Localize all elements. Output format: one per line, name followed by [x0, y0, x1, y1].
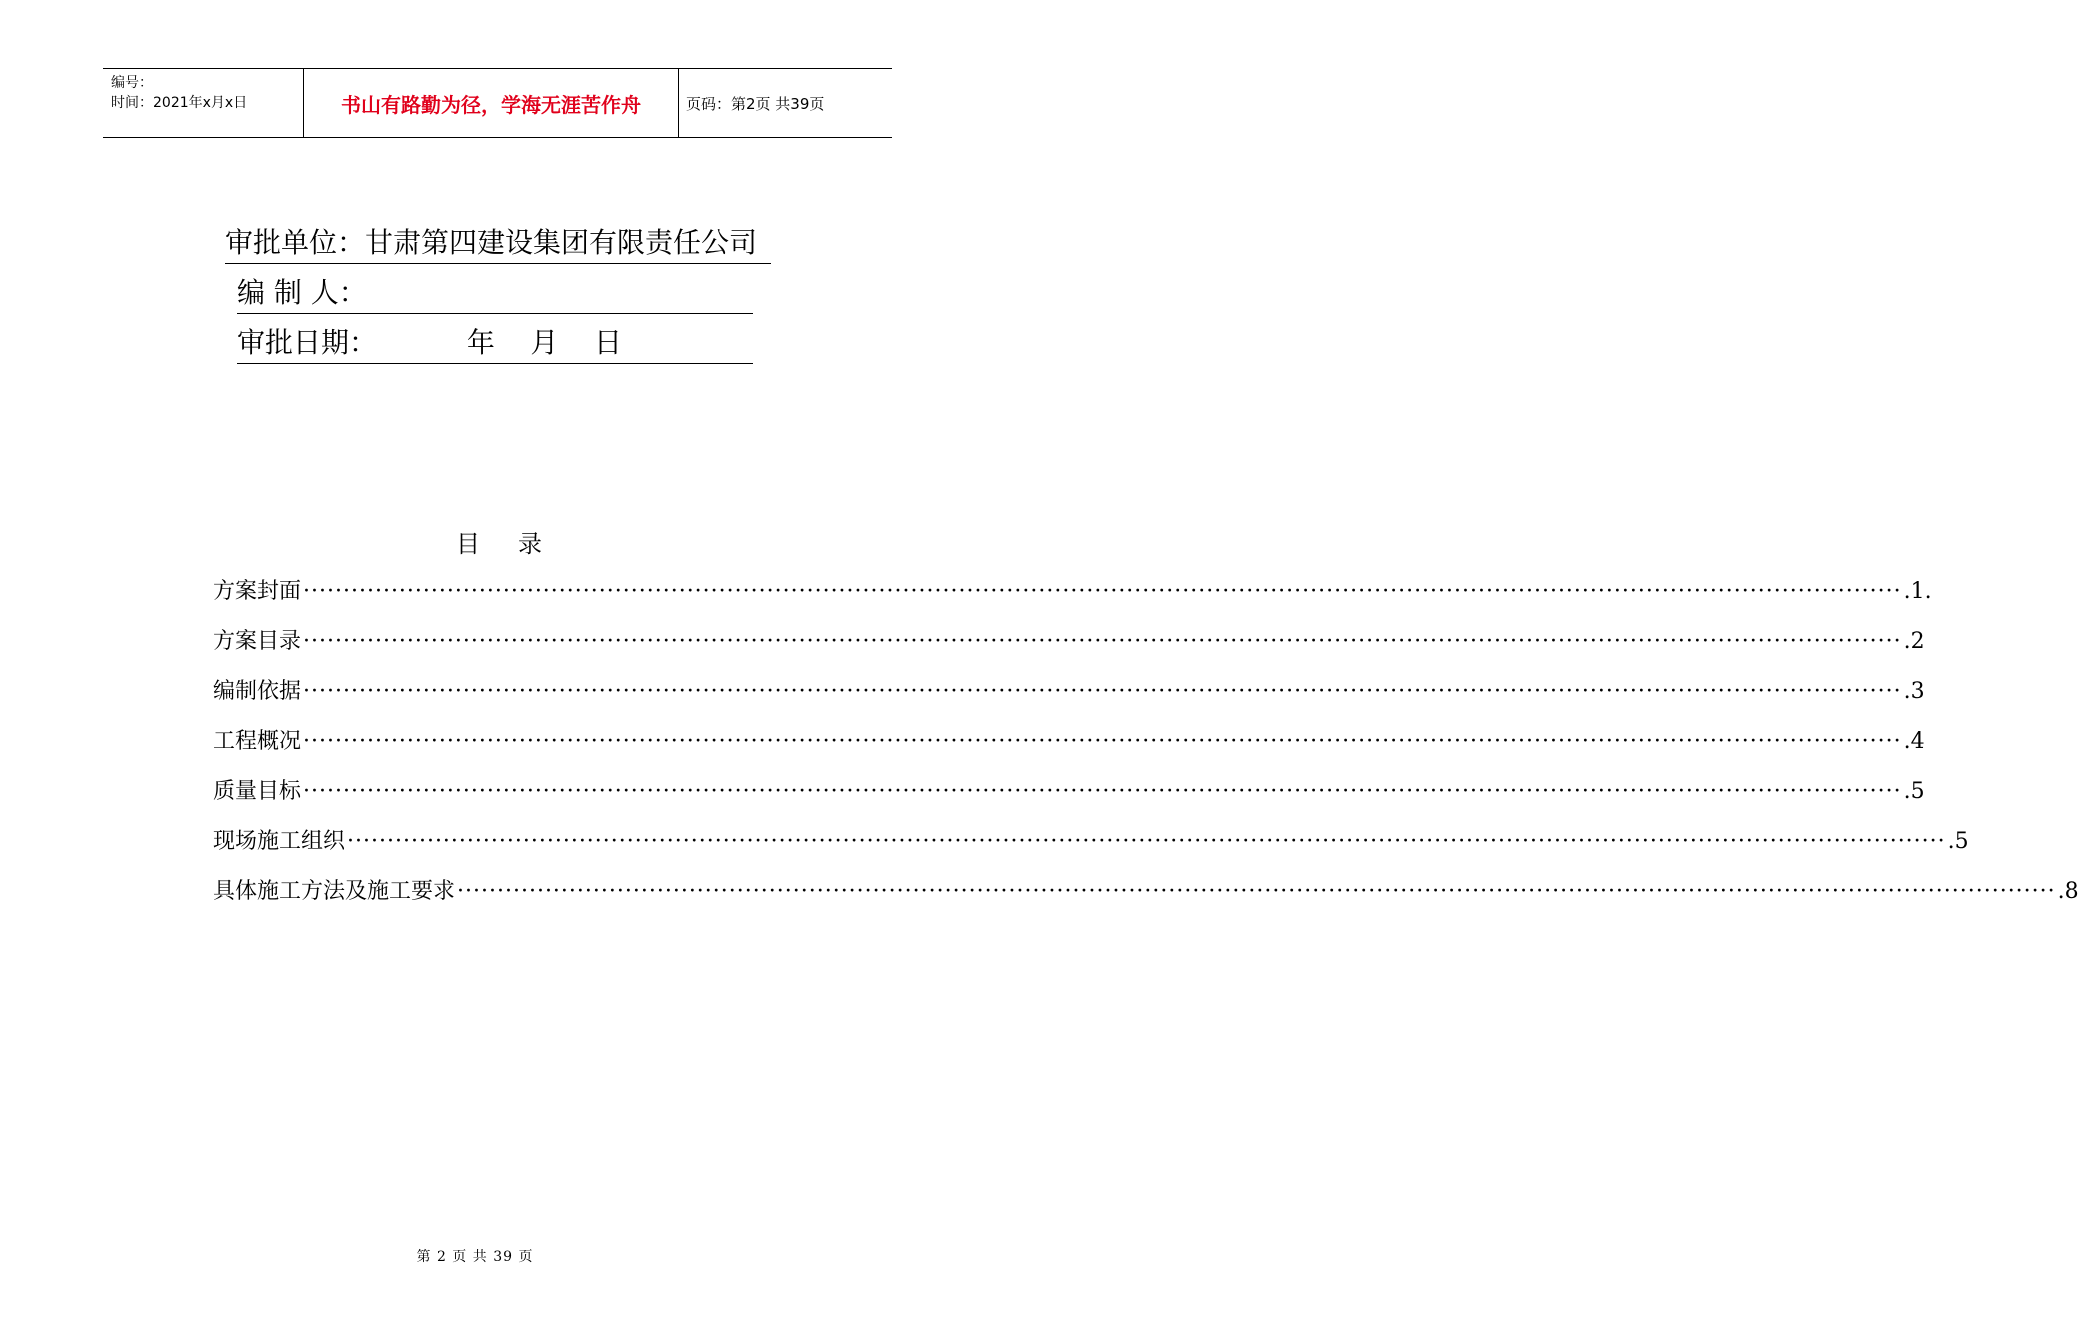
toc-entry-page: .1.: [1903, 579, 1932, 604]
toc-entry-page: .3: [1903, 679, 1925, 704]
editor-label: 编 制 人：: [237, 276, 367, 309]
toc-entry: [213, 620, 1925, 670]
table-of-contents: [213, 570, 2079, 920]
toc-title-right: 录: [518, 530, 542, 558]
toc-entry-label: 质量目标: [213, 779, 302, 804]
page-footer: 第 2 页 共 39 页: [416, 1249, 534, 1265]
header-motto: 书山有路勤为径，学海无涯苦作舟: [341, 92, 641, 117]
header-meta: [111, 73, 247, 113]
toc-leader-dots: ········································································································································································································: [303, 679, 1902, 704]
approval-unit-line: [225, 223, 771, 264]
toc-entry-label: 方案目录: [213, 629, 302, 654]
toc-leader-dots: ········································································································································································································: [303, 729, 1902, 754]
approval-date-label: 审批日期：: [237, 326, 378, 359]
toc-entry-label: 编制依据: [213, 679, 302, 704]
toc-entry-page: .4: [1903, 729, 1925, 754]
page-header: [103, 68, 892, 138]
toc-entry: [213, 820, 1969, 870]
toc-title-left: 目: [456, 530, 480, 558]
toc-entry-page: .5: [1947, 829, 1969, 854]
toc-leader-dots: ········································································································································································································: [303, 579, 1902, 604]
toc-entry-page: .2: [1903, 629, 1925, 654]
header-page-info: 页码：第2页 共39页: [686, 94, 825, 113]
toc-title: [456, 524, 542, 559]
toc-entry: [213, 670, 1925, 720]
approval-date-fields: 年 月 日: [466, 326, 623, 359]
header-divider: [678, 69, 679, 137]
toc-entry-page: .8: [2057, 879, 2079, 904]
approval-date-line: [237, 323, 753, 364]
toc-entry-label: 现场施工组织: [213, 829, 346, 854]
toc-entry: [213, 870, 2079, 920]
toc-entry-label: 工程概况: [213, 729, 302, 754]
toc-leader-dots: ········································································································································································································: [303, 779, 1902, 804]
toc-entry: [213, 720, 1925, 770]
toc-entry-label: 具体施工方法及施工要求: [213, 879, 456, 904]
toc-leader-dots: ········································································································································································································: [347, 829, 1946, 854]
time-label: 时间：2021年x月x日: [111, 95, 248, 111]
approval-unit-text: 审批单位：甘肃第四建设集团有限责任公司: [225, 226, 758, 259]
editor-line: [237, 273, 753, 314]
toc-leader-dots: ········································································································································································································: [303, 629, 1902, 654]
toc-entry: [213, 570, 1932, 620]
toc-entry: [213, 770, 1925, 820]
serial-number-label: 编号：: [111, 75, 153, 91]
toc-entry-page: .5: [1903, 779, 1925, 804]
toc-leader-dots: ········································································································································································································: [457, 879, 2056, 904]
toc-entry-label: 方案封面: [213, 579, 302, 604]
